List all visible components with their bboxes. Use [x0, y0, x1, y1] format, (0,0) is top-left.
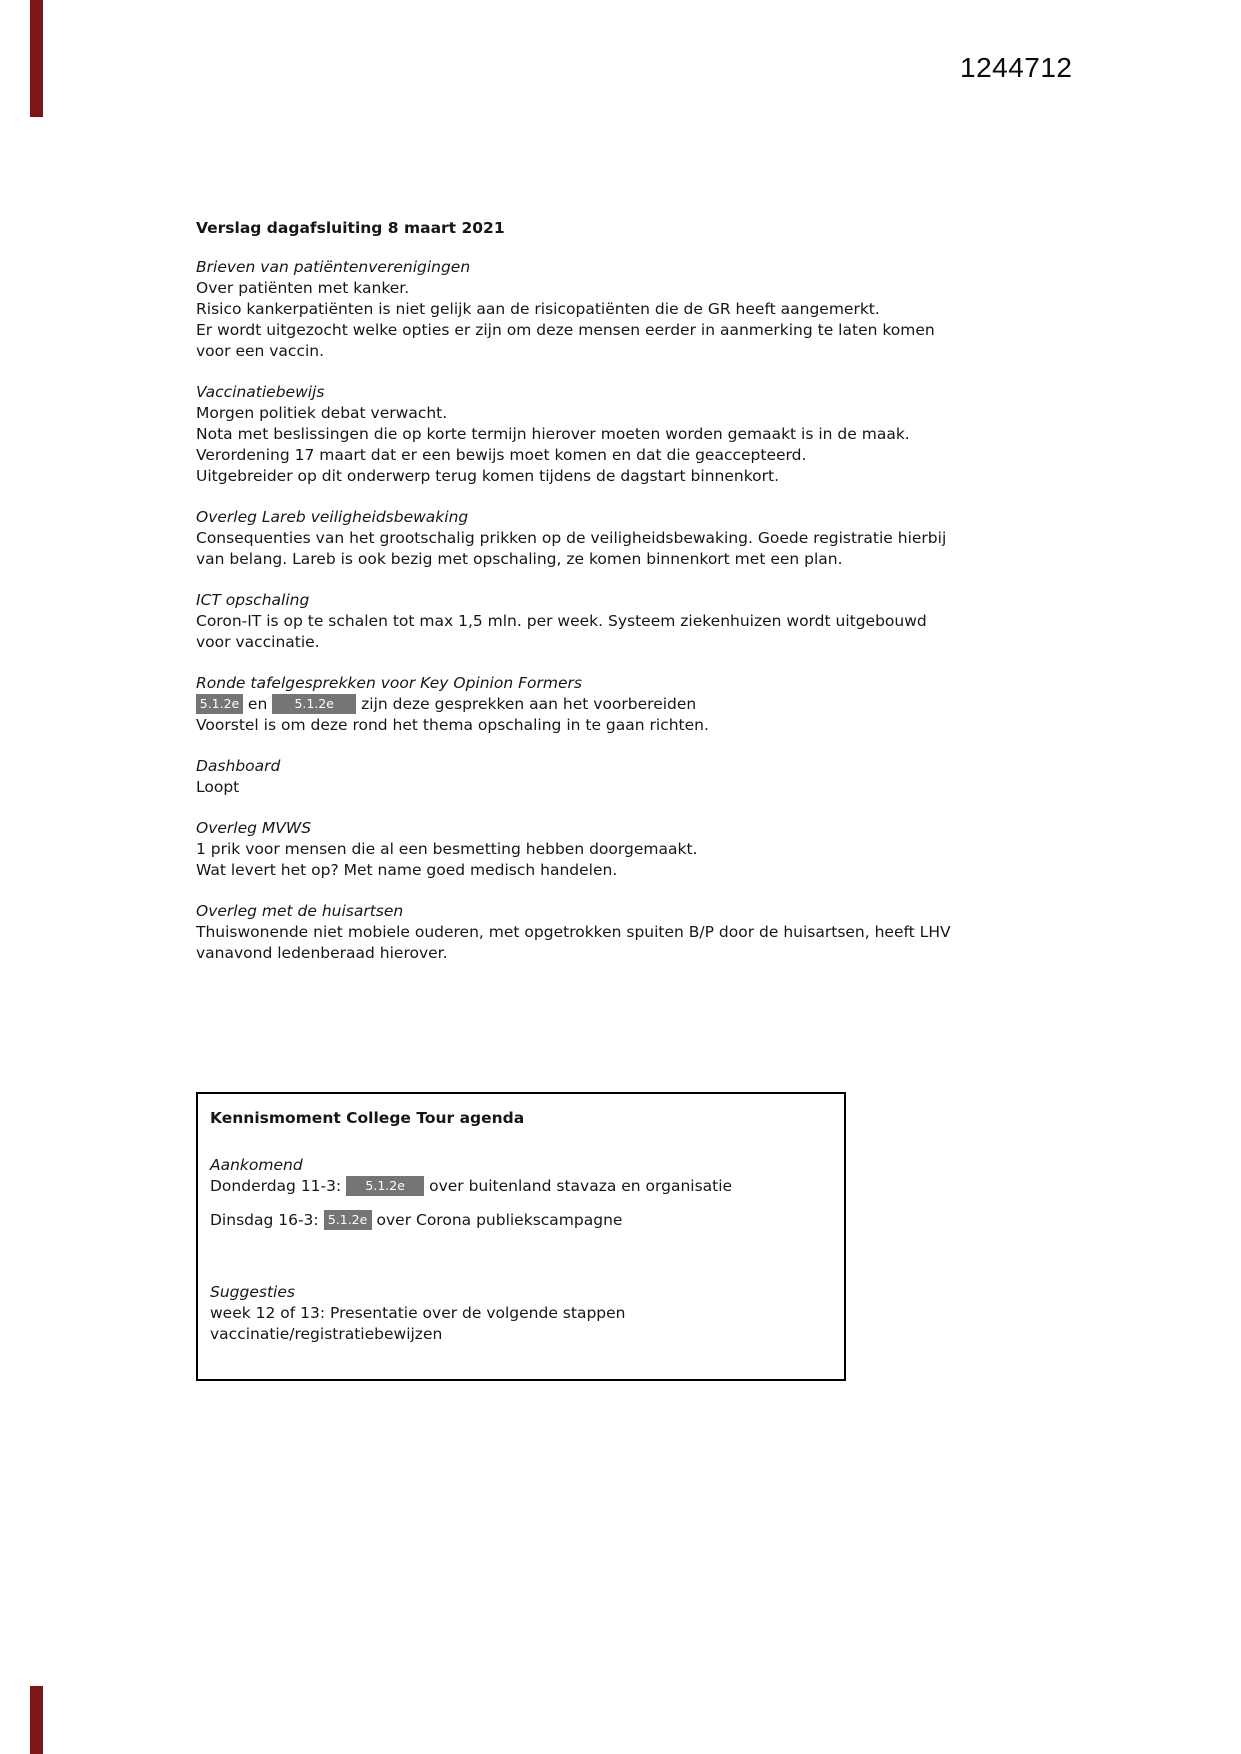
section-heading: Dashboard: [196, 757, 281, 775]
text-line: [196, 694, 976, 715]
text-line: [210, 1176, 832, 1197]
scan-edge-mark-top: [30, 0, 43, 117]
document-title: Verslag dagafsluiting 8 maart 2021: [196, 219, 505, 237]
text-line: [210, 1210, 832, 1231]
text-line: Uitgebreider op dit onderwerp terug komen tijdens de dagstart binnenkort.: [196, 467, 779, 485]
text-line: Thuiswonende niet mobiele ouderen, met opgetrokken spuiten B/P door de huisartsen, heeft LHV: [196, 923, 951, 941]
agenda-box-sections: [210, 1155, 832, 1345]
text-line: Verordening 17 maart dat er een bewijs moet komen en dat die geaccepteerd.: [196, 446, 807, 464]
text-segment: Dinsdag 16-3:: [210, 1211, 324, 1229]
document-body: [196, 218, 976, 964]
section-dashboard: [196, 756, 976, 798]
text-line: week 12 of 13: Presentatie over de volgende stappen: [210, 1304, 626, 1322]
section-suggesties: [210, 1282, 832, 1345]
section-vaccinatiebewijs: [196, 382, 976, 487]
text-line: Er wordt uitgezocht welke opties er zijn om deze mensen eerder in aanmerking te laten komen: [196, 321, 935, 339]
section-heading: Vaccinatiebewijs: [196, 383, 325, 401]
section-overleg-met-de-huisartsen: [196, 901, 976, 964]
text-line: Coron-IT is op te schalen tot max 1,5 mln. per week. Systeem ziekenhuizen wordt uitgebouwd: [196, 612, 927, 630]
section-overleg-lareb-veiligheidsbewaking: [196, 507, 976, 570]
agenda-box: [196, 1092, 846, 1381]
text-line: voor vaccinatie.: [196, 633, 320, 651]
section-ict-opschaling: [196, 590, 976, 653]
section-heading: Overleg Lareb veiligheidsbewaking: [196, 508, 469, 526]
text-line: van belang. Lareb is ook bezig met opschaling, ze komen binnenkort met een plan.: [196, 550, 843, 568]
agenda-box-title: Kennismoment College Tour agenda: [210, 1109, 525, 1127]
section-brieven-van-pati-ntenverenigingen: [196, 257, 976, 362]
text-line: Over patiënten met kanker.: [196, 279, 410, 297]
text-line: voor een vaccin.: [196, 342, 325, 360]
text-segment: Donderdag 11-3:: [210, 1177, 347, 1195]
text-segment: zijn deze gesprekken aan het voorbereiden: [356, 695, 697, 713]
text-line: Nota met beslissingen die op korte termijn hierover moeten worden gemaakt is in de maak.: [196, 425, 910, 443]
section-heading: Aankomend: [210, 1156, 303, 1174]
section-aankomend: [210, 1155, 832, 1231]
text-line: 1 prik voor mensen die al een besmetting hebben doorgemaakt.: [196, 840, 698, 858]
scan-edge-mark-bottom: [30, 1686, 43, 1754]
text-line: Wat levert het op? Met name goed medisch handelen.: [196, 861, 618, 879]
section-heading: ICT opschaling: [196, 591, 310, 609]
text-line: Morgen politiek debat verwacht.: [196, 404, 448, 422]
section-heading: Suggesties: [210, 1283, 295, 1301]
section-heading: Ronde tafelgesprekken voor Key Opinion Formers: [196, 674, 582, 692]
section-overleg-mvws: [196, 818, 976, 881]
document-sections: [196, 257, 976, 964]
text-segment: over buitenland stavaza en organisatie: [424, 1177, 733, 1195]
text-line: Voorstel is om deze rond het thema opschaling in te gaan richten.: [196, 716, 709, 734]
redaction-box: 5.1.2e: [324, 1210, 372, 1230]
redaction-box: 5.1.2e: [346, 1176, 424, 1196]
section-ronde-tafelgesprekken-voor-key-opinion-formers: [196, 673, 976, 736]
text-line: Consequenties van het grootschalig prikken op de veiligheidsbewaking. Goede registratie hierbij: [196, 529, 947, 547]
text-segment: en: [243, 695, 273, 713]
redaction-box: 5.1.2e: [272, 694, 356, 714]
section-heading: Brieven van patiëntenverenigingen: [196, 258, 471, 276]
text-line: vaccinatie/registratiebewijzen: [210, 1325, 443, 1343]
page-number: 1244712: [960, 52, 1073, 83]
redaction-box: 5.1.2e: [196, 694, 243, 714]
section-heading: Overleg met de huisartsen: [196, 902, 404, 920]
text-segment: over Corona publiekscampagne: [371, 1211, 623, 1229]
text-line: Loopt: [196, 778, 240, 796]
section-heading: Overleg MVWS: [196, 819, 312, 837]
text-line: Risico kankerpatiënten is niet gelijk aan de risicopatiënten die de GR heeft aangemerkt.: [196, 300, 880, 318]
text-line: vanavond ledenberaad hierover.: [196, 944, 448, 962]
